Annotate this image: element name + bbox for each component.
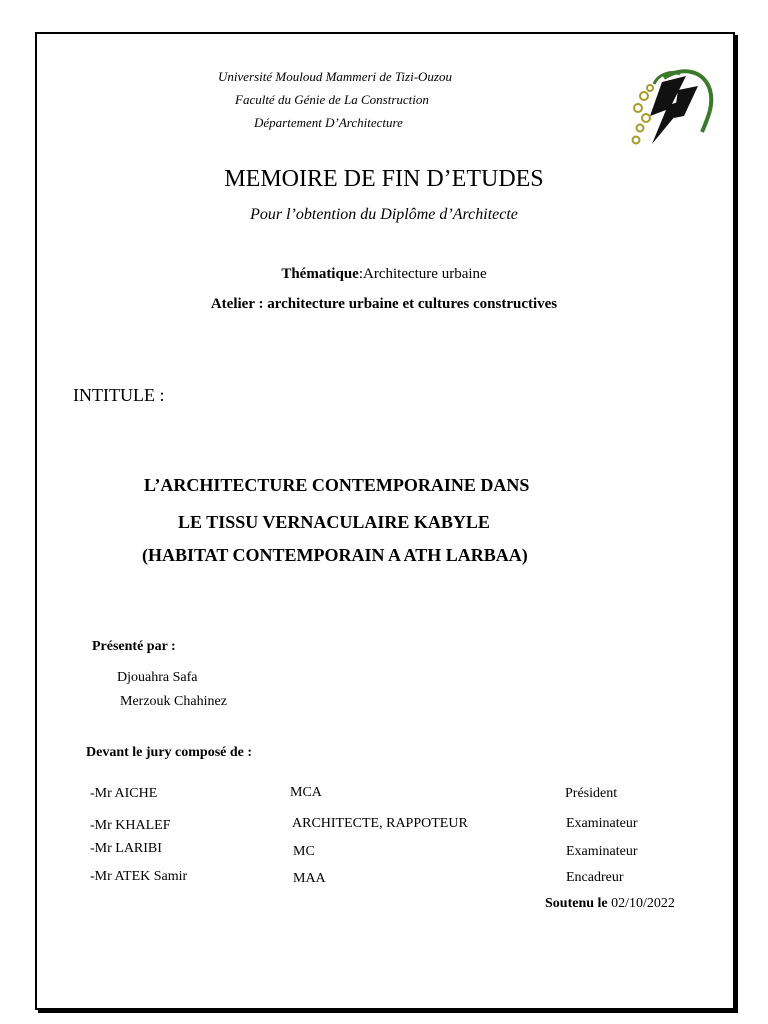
student-name-1: Djouahra Safa	[117, 670, 198, 685]
student-name-2: Merzouk Chahinez	[120, 694, 227, 709]
jury-member-role: Président	[565, 786, 618, 801]
university-emblem-icon	[624, 60, 714, 160]
jury-member-name: -Mr KHALEF	[90, 818, 171, 833]
thematique-label: Thématique	[281, 266, 359, 282]
thematique	[0, 266, 768, 283]
main-title: MEMOIRE DE FIN D’ETUDES	[224, 166, 544, 192]
jury-member-name: -Mr LARIBI	[90, 841, 162, 856]
jury-member-role: Examinateur	[566, 816, 638, 831]
thesis-title-line-2: LE TISSU VERNACULAIRE KABYLE	[178, 512, 490, 532]
university-name: Université Mouloud Mammeri de Tizi-Ouzou	[218, 69, 452, 84]
defense-date-value: 02/10/2022	[607, 896, 675, 911]
faculty-name: Faculté du Génie de La Construction	[235, 92, 429, 107]
subtitle: Pour l’obtention du Diplôme d’Architecte	[250, 206, 518, 223]
jury-member-name: -Mr AICHE	[90, 786, 158, 801]
jury-label: Devant le jury composé de :	[86, 745, 253, 760]
jury-member-grade: ARCHITECTE, RAPPOTEUR	[292, 816, 468, 831]
jury-member-grade: MAA	[293, 871, 326, 886]
jury-member-role: Encadreur	[566, 870, 624, 885]
thematique-value: :Architecture urbaine	[358, 266, 487, 282]
defense-date	[545, 896, 675, 912]
defense-label: Soutenu le	[545, 896, 608, 911]
jury-member-grade: MCA	[290, 785, 322, 800]
thesis-title-line-1: L’ARCHITECTURE CONTEMPORAINE DANS	[144, 475, 530, 495]
jury-member-name: -Mr ATEK Samir	[90, 869, 188, 884]
jury-member-role: Examinateur	[566, 844, 638, 859]
atelier: Atelier : architecture urbaine et cultures constructives	[210, 296, 558, 312]
presented-by-label: Présenté par :	[92, 639, 176, 654]
jury-member-grade: MC	[293, 844, 315, 859]
thesis-title-line-3: (HABITAT CONTEMPORAIN A ATH LARBAA)	[142, 545, 528, 565]
intitule-label: INTITULE :	[73, 385, 165, 405]
department-name: Département D’Architecture	[254, 115, 403, 130]
